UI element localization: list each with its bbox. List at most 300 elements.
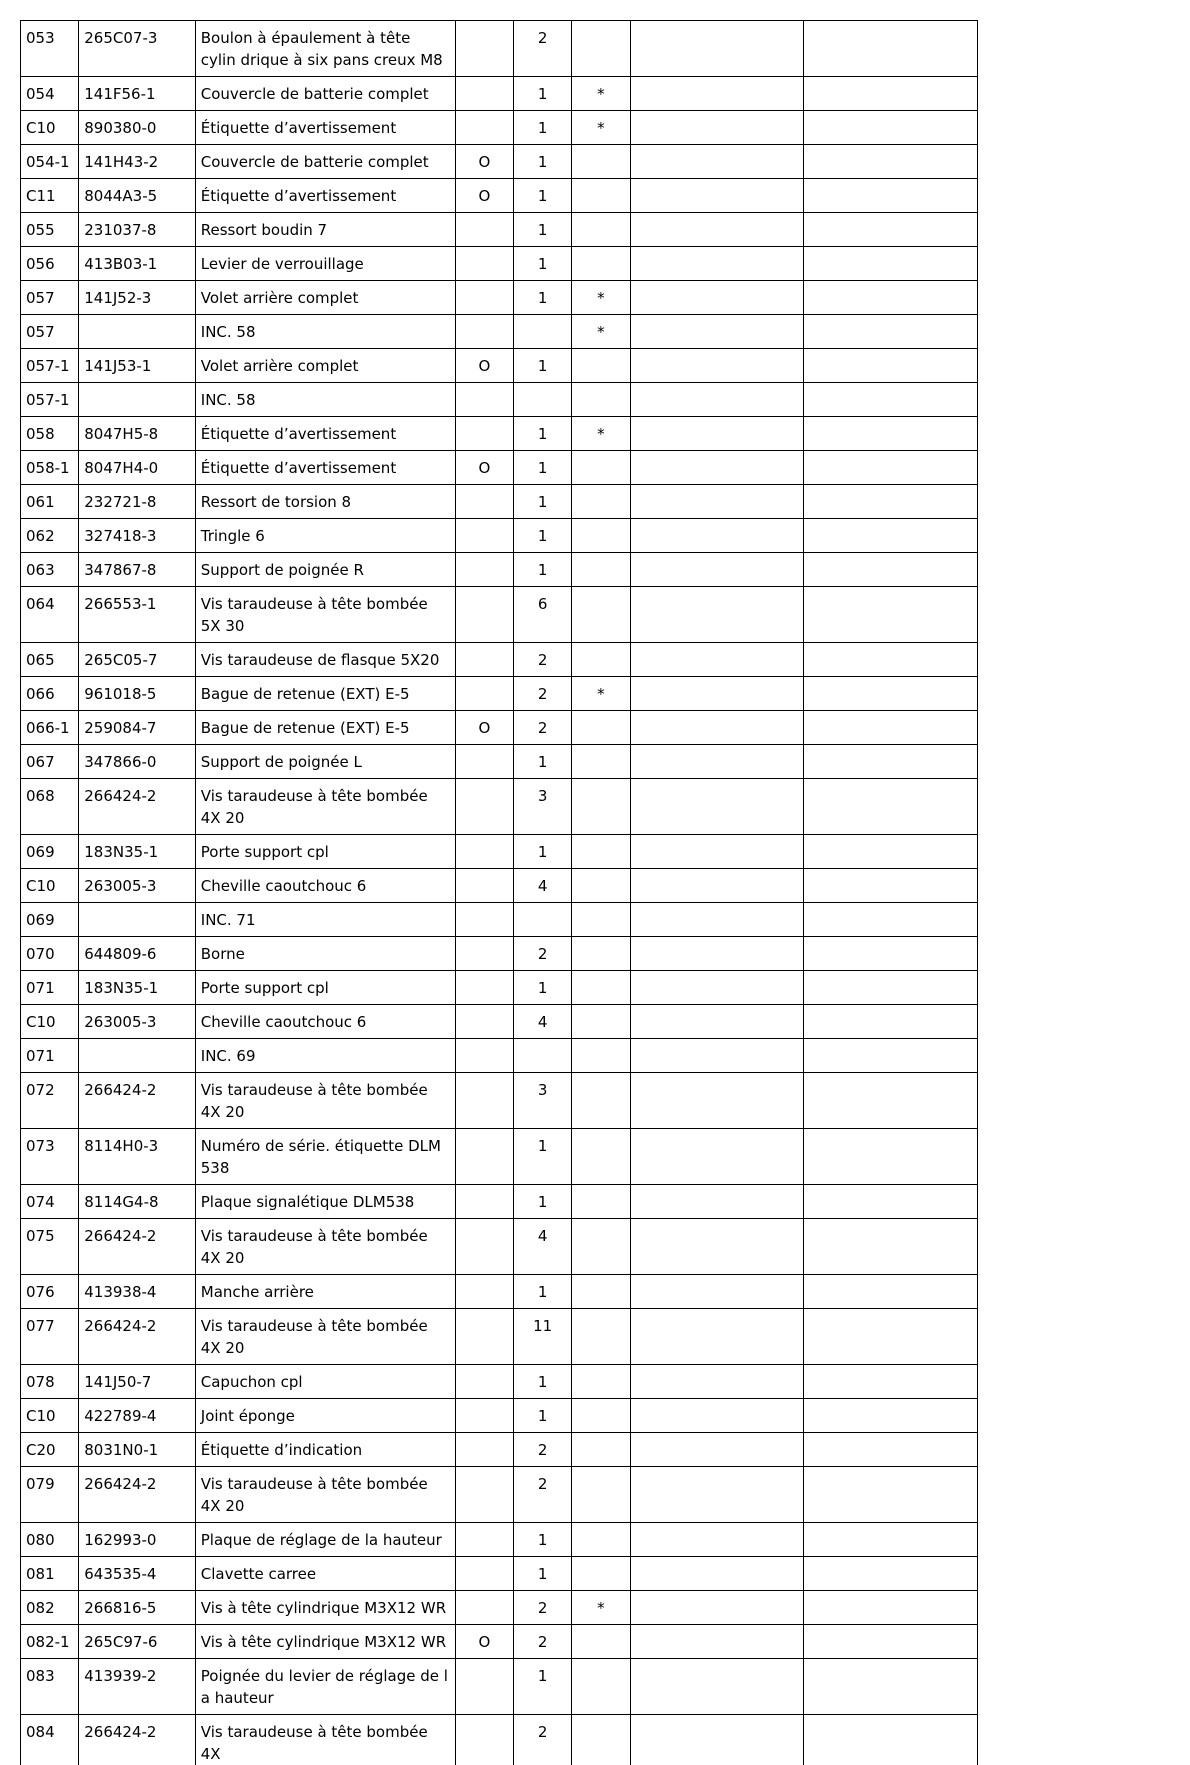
part-code-cell: 8047H4-0 — [79, 451, 196, 485]
option-flag-cell — [455, 1591, 513, 1625]
empty-cell — [630, 835, 804, 869]
mark-cell — [572, 1625, 630, 1659]
description-cell: Volet arrière complet — [195, 281, 455, 315]
table-row — [21, 937, 978, 971]
quantity-cell: 1 — [514, 247, 572, 281]
mark-cell: * — [572, 111, 630, 145]
item-number-cell: 084 — [21, 1715, 79, 1765]
empty-cell — [630, 111, 804, 145]
mark-cell — [572, 835, 630, 869]
item-number-cell: 073 — [21, 1129, 79, 1185]
description-cell: Étiquette d’avertissement — [195, 111, 455, 145]
empty-cell — [804, 1219, 978, 1275]
empty-cell — [804, 1185, 978, 1219]
table-row — [21, 1523, 978, 1557]
option-flag-cell — [455, 315, 513, 349]
mark-cell — [572, 971, 630, 1005]
quantity-cell: 3 — [514, 779, 572, 835]
quantity-cell: 1 — [514, 111, 572, 145]
quantity-cell: 1 — [514, 417, 572, 451]
empty-cell — [630, 1557, 804, 1591]
option-flag-cell — [455, 519, 513, 553]
mark-cell — [572, 383, 630, 417]
mark-cell: * — [572, 281, 630, 315]
mark-cell — [572, 1433, 630, 1467]
quantity-cell: 1 — [514, 281, 572, 315]
mark-cell — [572, 485, 630, 519]
table-row — [21, 779, 978, 835]
mark-cell — [572, 587, 630, 643]
quantity-cell: 2 — [514, 21, 572, 77]
part-code-cell: 266424-2 — [79, 1467, 196, 1523]
description-cell: Poignée du levier de réglage de l a hauteur — [195, 1659, 455, 1715]
item-number-cell: 056 — [21, 247, 79, 281]
empty-cell — [630, 21, 804, 77]
description-cell: Porte support cpl — [195, 971, 455, 1005]
item-number-cell: 080 — [21, 1523, 79, 1557]
description-cell: Vis taraudeuse à tête bombée 4X 20 — [195, 1309, 455, 1365]
empty-cell — [630, 1365, 804, 1399]
empty-cell — [630, 1275, 804, 1309]
description-cell: Ressort de torsion 8 — [195, 485, 455, 519]
table-row — [21, 315, 978, 349]
item-number-cell: C10 — [21, 1399, 79, 1433]
option-flag-cell — [455, 971, 513, 1005]
part-code-cell: 643535-4 — [79, 1557, 196, 1591]
empty-cell — [804, 349, 978, 383]
option-flag-cell — [455, 835, 513, 869]
item-number-cell: 078 — [21, 1365, 79, 1399]
part-code-cell: 259084-7 — [79, 711, 196, 745]
option-flag-cell — [455, 1219, 513, 1275]
mark-cell — [572, 1185, 630, 1219]
part-code-cell: 263005-3 — [79, 1005, 196, 1039]
table-row — [21, 1039, 978, 1073]
description-cell: Volet arrière complet — [195, 349, 455, 383]
option-flag-cell — [455, 677, 513, 711]
item-number-cell: 072 — [21, 1073, 79, 1129]
empty-cell — [630, 1219, 804, 1275]
quantity-cell: 1 — [514, 349, 572, 383]
item-number-cell: 054 — [21, 77, 79, 111]
empty-cell — [630, 451, 804, 485]
option-flag-cell — [455, 1275, 513, 1309]
item-number-cell: 055 — [21, 213, 79, 247]
item-number-cell: C10 — [21, 869, 79, 903]
description-cell: Plaque de réglage de la hauteur — [195, 1523, 455, 1557]
option-flag-cell — [455, 1309, 513, 1365]
option-flag-cell — [455, 247, 513, 281]
empty-cell — [804, 835, 978, 869]
empty-cell — [630, 643, 804, 677]
mark-cell — [572, 1557, 630, 1591]
item-number-cell: 066-1 — [21, 711, 79, 745]
table-row — [21, 1467, 978, 1523]
mark-cell: * — [572, 417, 630, 451]
description-cell: Vis taraudeuse à tête bombée 4X — [195, 1715, 455, 1765]
option-flag-cell — [455, 213, 513, 247]
table-row — [21, 971, 978, 1005]
part-code-cell: 413938-4 — [79, 1275, 196, 1309]
part-code-cell: 141F56-1 — [79, 77, 196, 111]
table-row — [21, 1005, 978, 1039]
part-code-cell: 266816-5 — [79, 1591, 196, 1625]
description-cell: Couvercle de batterie complet — [195, 77, 455, 111]
empty-cell — [630, 1005, 804, 1039]
quantity-cell: 2 — [514, 643, 572, 677]
empty-cell — [804, 1399, 978, 1433]
quantity-cell: 1 — [514, 971, 572, 1005]
table-row — [21, 1219, 978, 1275]
description-cell: INC. 58 — [195, 315, 455, 349]
mark-cell — [572, 643, 630, 677]
empty-cell — [630, 1591, 804, 1625]
option-flag-cell — [455, 1715, 513, 1765]
empty-cell — [630, 315, 804, 349]
table-row — [21, 1433, 978, 1467]
item-number-cell: 058-1 — [21, 451, 79, 485]
quantity-cell: 2 — [514, 1625, 572, 1659]
empty-cell — [804, 711, 978, 745]
description-cell: Clavette carree — [195, 1557, 455, 1591]
empty-cell — [804, 1557, 978, 1591]
item-number-cell: 076 — [21, 1275, 79, 1309]
part-code-cell: 265C97-6 — [79, 1625, 196, 1659]
quantity-cell: 1 — [514, 145, 572, 179]
part-code-cell: 141J50-7 — [79, 1365, 196, 1399]
option-flag-cell: O — [455, 145, 513, 179]
part-code-cell: 231037-8 — [79, 213, 196, 247]
mark-cell — [572, 711, 630, 745]
item-number-cell: 053 — [21, 21, 79, 77]
empty-cell — [804, 971, 978, 1005]
quantity-cell: 1 — [514, 1557, 572, 1591]
mark-cell — [572, 1365, 630, 1399]
option-flag-cell — [455, 485, 513, 519]
option-flag-cell — [455, 1039, 513, 1073]
table-row — [21, 145, 978, 179]
item-number-cell: C10 — [21, 1005, 79, 1039]
empty-cell — [630, 281, 804, 315]
description-cell: Tringle 6 — [195, 519, 455, 553]
part-code-cell: 265C07-3 — [79, 21, 196, 77]
empty-cell — [804, 1523, 978, 1557]
empty-cell — [804, 1625, 978, 1659]
part-code-cell — [79, 1039, 196, 1073]
item-number-cell: 057-1 — [21, 383, 79, 417]
item-number-cell: C11 — [21, 179, 79, 213]
empty-cell — [804, 779, 978, 835]
description-cell: Bague de retenue (EXT) E-5 — [195, 711, 455, 745]
item-number-cell: 058 — [21, 417, 79, 451]
part-code-cell: 347867-8 — [79, 553, 196, 587]
table-row — [21, 869, 978, 903]
empty-cell — [630, 1467, 804, 1523]
table-row — [21, 1129, 978, 1185]
item-number-cell: 061 — [21, 485, 79, 519]
description-cell: Vis taraudeuse à tête bombée 4X 20 — [195, 1073, 455, 1129]
mark-cell — [572, 1309, 630, 1365]
part-code-cell: 266424-2 — [79, 1073, 196, 1129]
table-row — [21, 417, 978, 451]
table-row — [21, 1591, 978, 1625]
empty-cell — [804, 485, 978, 519]
quantity-cell: 4 — [514, 869, 572, 903]
empty-cell — [804, 553, 978, 587]
description-cell: Bague de retenue (EXT) E-5 — [195, 677, 455, 711]
quantity-cell: 2 — [514, 1467, 572, 1523]
table-row — [21, 77, 978, 111]
mark-cell — [572, 213, 630, 247]
description-cell: Vis taraudeuse à tête bombée 4X 20 — [195, 1219, 455, 1275]
option-flag-cell — [455, 1073, 513, 1129]
part-code-cell: 183N35-1 — [79, 971, 196, 1005]
mark-cell: * — [572, 677, 630, 711]
empty-cell — [630, 485, 804, 519]
empty-cell — [804, 1039, 978, 1073]
item-number-cell: 068 — [21, 779, 79, 835]
mark-cell — [572, 869, 630, 903]
table-row — [21, 519, 978, 553]
part-code-cell: 183N35-1 — [79, 835, 196, 869]
mark-cell — [572, 779, 630, 835]
table-row — [21, 21, 978, 77]
option-flag-cell — [455, 1005, 513, 1039]
part-code-cell: 141H43-2 — [79, 145, 196, 179]
part-code-cell: 141J52-3 — [79, 281, 196, 315]
table-row — [21, 213, 978, 247]
description-cell: Étiquette d’avertissement — [195, 417, 455, 451]
item-number-cell: 066 — [21, 677, 79, 711]
part-code-cell: 266553-1 — [79, 587, 196, 643]
item-number-cell: 063 — [21, 553, 79, 587]
table-row — [21, 1625, 978, 1659]
table-row — [21, 111, 978, 145]
description-cell: Joint éponge — [195, 1399, 455, 1433]
empty-cell — [804, 677, 978, 711]
mark-cell — [572, 937, 630, 971]
part-code-cell: 413939-2 — [79, 1659, 196, 1715]
part-code-cell: 327418-3 — [79, 519, 196, 553]
empty-cell — [630, 349, 804, 383]
empty-cell — [804, 21, 978, 77]
quantity-cell: 1 — [514, 553, 572, 587]
quantity-cell: 2 — [514, 1433, 572, 1467]
empty-cell — [804, 869, 978, 903]
table-row — [21, 1275, 978, 1309]
mark-cell — [572, 179, 630, 213]
table-row — [21, 835, 978, 869]
quantity-cell — [514, 1039, 572, 1073]
item-number-cell: 057 — [21, 315, 79, 349]
empty-cell — [630, 1129, 804, 1185]
empty-cell — [630, 247, 804, 281]
empty-cell — [630, 903, 804, 937]
empty-cell — [804, 1433, 978, 1467]
table-row — [21, 1365, 978, 1399]
empty-cell — [630, 745, 804, 779]
table-row — [21, 711, 978, 745]
table-row — [21, 745, 978, 779]
option-flag-cell: O — [455, 179, 513, 213]
mark-cell — [572, 145, 630, 179]
option-flag-cell — [455, 643, 513, 677]
empty-cell — [630, 179, 804, 213]
mark-cell — [572, 1129, 630, 1185]
item-number-cell: 054-1 — [21, 145, 79, 179]
table-row — [21, 179, 978, 213]
mark-cell — [572, 553, 630, 587]
option-flag-cell — [455, 21, 513, 77]
description-cell: INC. 58 — [195, 383, 455, 417]
description-cell: Borne — [195, 937, 455, 971]
table-row — [21, 553, 978, 587]
quantity-cell: 1 — [514, 179, 572, 213]
mark-cell: * — [572, 77, 630, 111]
item-number-cell: 069 — [21, 903, 79, 937]
option-flag-cell — [455, 383, 513, 417]
quantity-cell: 1 — [514, 485, 572, 519]
description-cell: Support de poignée R — [195, 553, 455, 587]
empty-cell — [630, 1399, 804, 1433]
description-cell: Étiquette d’indication — [195, 1433, 455, 1467]
option-flag-cell — [455, 1557, 513, 1591]
part-code-cell: 141J53-1 — [79, 349, 196, 383]
mark-cell — [572, 903, 630, 937]
part-code-cell: 961018-5 — [79, 677, 196, 711]
table-row — [21, 281, 978, 315]
empty-cell — [804, 1309, 978, 1365]
item-number-cell: 067 — [21, 745, 79, 779]
part-code-cell: 8114H0-3 — [79, 1129, 196, 1185]
item-number-cell: 070 — [21, 937, 79, 971]
item-number-cell: 082-1 — [21, 1625, 79, 1659]
item-number-cell: 079 — [21, 1467, 79, 1523]
part-code-cell: 232721-8 — [79, 485, 196, 519]
quantity-cell: 1 — [514, 1399, 572, 1433]
part-code-cell: 266424-2 — [79, 1309, 196, 1365]
empty-cell — [630, 869, 804, 903]
part-code-cell: 422789-4 — [79, 1399, 196, 1433]
part-code-cell: 8031N0-1 — [79, 1433, 196, 1467]
description-cell: Étiquette d’avertissement — [195, 451, 455, 485]
item-number-cell: 083 — [21, 1659, 79, 1715]
empty-cell — [630, 779, 804, 835]
quantity-cell — [514, 383, 572, 417]
option-flag-cell — [455, 417, 513, 451]
item-number-cell: 071 — [21, 971, 79, 1005]
option-flag-cell: O — [455, 451, 513, 485]
part-code-cell: 162993-0 — [79, 1523, 196, 1557]
quantity-cell: 2 — [514, 1715, 572, 1765]
empty-cell — [804, 745, 978, 779]
quantity-cell: 1 — [514, 519, 572, 553]
parts-table-body — [21, 21, 978, 1765]
empty-cell — [630, 937, 804, 971]
table-row — [21, 1399, 978, 1433]
description-cell: Vis taraudeuse à tête bombée 4X 20 — [195, 1467, 455, 1523]
part-code-cell: 263005-3 — [79, 869, 196, 903]
table-row — [21, 1073, 978, 1129]
option-flag-cell — [455, 903, 513, 937]
empty-cell — [630, 383, 804, 417]
item-number-cell: 077 — [21, 1309, 79, 1365]
empty-cell — [804, 247, 978, 281]
empty-cell — [630, 1433, 804, 1467]
option-flag-cell — [455, 1467, 513, 1523]
empty-cell — [804, 1129, 978, 1185]
quantity-cell: 1 — [514, 1185, 572, 1219]
table-row — [21, 485, 978, 519]
part-code-cell: 265C05-7 — [79, 643, 196, 677]
empty-cell — [804, 643, 978, 677]
empty-cell — [804, 1073, 978, 1129]
table-row — [21, 1659, 978, 1715]
table-row — [21, 1185, 978, 1219]
empty-cell — [630, 1039, 804, 1073]
mark-cell — [572, 745, 630, 779]
description-cell: Support de poignée L — [195, 745, 455, 779]
part-code-cell: 8114G4-8 — [79, 1185, 196, 1219]
item-number-cell: 057-1 — [21, 349, 79, 383]
item-number-cell: 064 — [21, 587, 79, 643]
mark-cell — [572, 1275, 630, 1309]
item-number-cell: 062 — [21, 519, 79, 553]
table-row — [21, 1557, 978, 1591]
description-cell: Vis à tête cylindrique M3X12 WR — [195, 1591, 455, 1625]
mark-cell — [572, 519, 630, 553]
item-number-cell: 069 — [21, 835, 79, 869]
option-flag-cell — [455, 587, 513, 643]
quantity-cell: 1 — [514, 213, 572, 247]
empty-cell — [630, 1715, 804, 1765]
mark-cell — [572, 1659, 630, 1715]
empty-cell — [804, 937, 978, 971]
empty-cell — [804, 587, 978, 643]
description-cell: Numéro de série. étiquette DLM 538 — [195, 1129, 455, 1185]
option-flag-cell — [455, 745, 513, 779]
mark-cell — [572, 1715, 630, 1765]
mark-cell — [572, 1005, 630, 1039]
empty-cell — [804, 111, 978, 145]
option-flag-cell — [455, 937, 513, 971]
empty-cell — [804, 903, 978, 937]
empty-cell — [630, 1309, 804, 1365]
description-cell: Porte support cpl — [195, 835, 455, 869]
mark-cell — [572, 1073, 630, 1129]
table-row — [21, 247, 978, 281]
empty-cell — [804, 145, 978, 179]
quantity-cell: 1 — [514, 835, 572, 869]
item-number-cell: 057 — [21, 281, 79, 315]
quantity-cell: 1 — [514, 77, 572, 111]
mark-cell — [572, 1039, 630, 1073]
part-code-cell — [79, 903, 196, 937]
description-cell: Manche arrière — [195, 1275, 455, 1309]
description-cell: INC. 71 — [195, 903, 455, 937]
description-cell: Cheville caoutchouc 6 — [195, 869, 455, 903]
option-flag-cell — [455, 281, 513, 315]
empty-cell — [804, 1275, 978, 1309]
mark-cell — [572, 451, 630, 485]
table-row — [21, 587, 978, 643]
description-cell: INC. 69 — [195, 1039, 455, 1073]
mark-cell — [572, 21, 630, 77]
quantity-cell: 1 — [514, 745, 572, 779]
option-flag-cell — [455, 869, 513, 903]
empty-cell — [630, 77, 804, 111]
mark-cell — [572, 1523, 630, 1557]
